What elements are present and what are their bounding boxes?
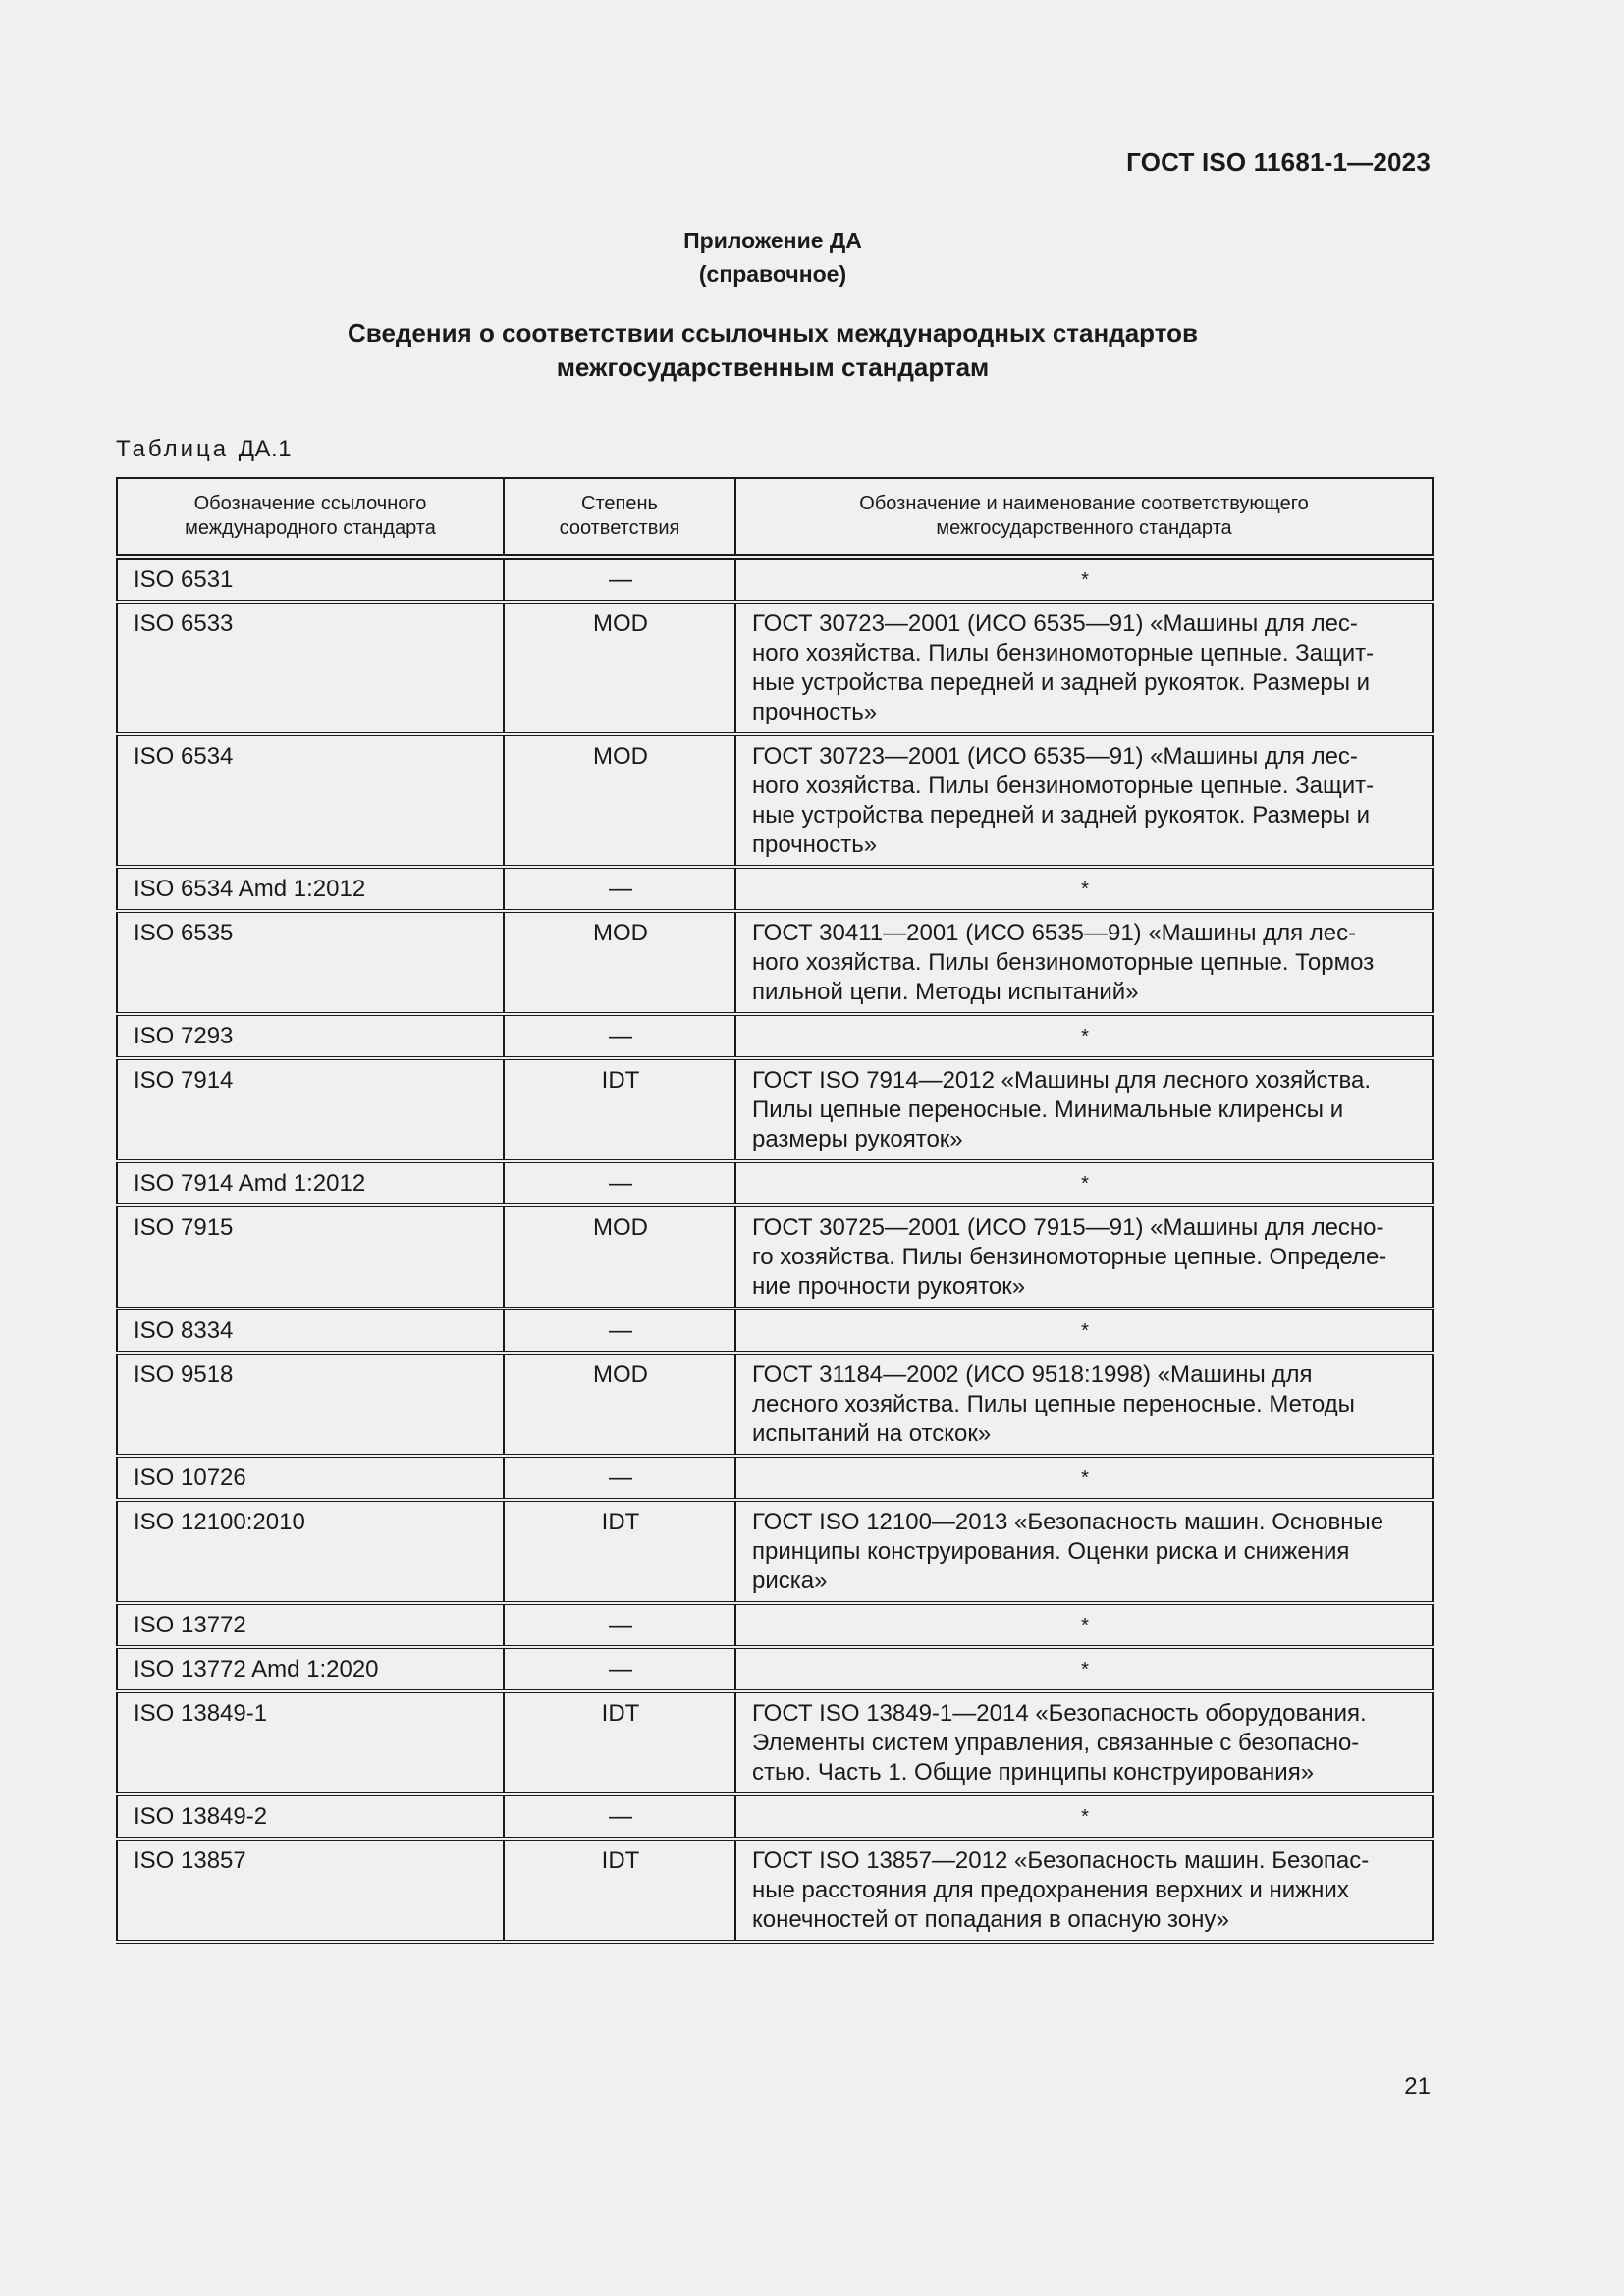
cell-degree: MOD: [504, 602, 735, 734]
cell-interstate-standard: [735, 557, 1433, 602]
cell-interstate-standard: [735, 1839, 1433, 1942]
cell-standard: ISO 6535: [117, 911, 504, 1014]
table-row: [117, 602, 1433, 734]
cell-standard: ISO 6534 Amd 1:2012: [117, 867, 504, 911]
cell-interstate-standard: [735, 1058, 1433, 1161]
cell-degree: —: [504, 1308, 735, 1353]
cell-degree: —: [504, 1161, 735, 1205]
table-row: [117, 1161, 1433, 1205]
table-row: [117, 1691, 1433, 1794]
cell-standard: ISO 8334: [117, 1308, 504, 1353]
cell-interstate-standard: [735, 1014, 1433, 1058]
cell-interstate-standard: [735, 1308, 1433, 1353]
table-row: [117, 867, 1433, 911]
cell-text-line: ного хозяйства. Пилы бензиномоторные цепные. Тормоз: [752, 949, 1375, 976]
cell-standard: ISO 13849-2: [117, 1794, 504, 1839]
cell-text-line: *: [1081, 1659, 1089, 1681]
cell-text-line: прочность»: [752, 699, 878, 725]
cell-degree: —: [504, 1456, 735, 1500]
table-row: [117, 1500, 1433, 1603]
table-caption-number: ДА.1: [238, 436, 293, 462]
cell-interstate-standard: [735, 867, 1433, 911]
cell-text-line: ГОСТ ISO 13849-1—2014 «Безопасность оборудования.: [752, 1700, 1367, 1727]
cell-text-line: ГОСТ 31184—2002 (ИСО 9518:1998) «Машины для: [752, 1362, 1313, 1388]
cell-standard: ISO 6533: [117, 602, 504, 734]
cell-text-line: испытаний на отскок»: [752, 1420, 992, 1447]
cell-interstate-standard: [735, 1353, 1433, 1456]
cell-degree: MOD: [504, 1205, 735, 1308]
cell-text-line: ные расстояния для предохранения верхних и нижних: [752, 1877, 1349, 1903]
cell-standard: ISO 13772: [117, 1603, 504, 1647]
cell-interstate-standard: [735, 1456, 1433, 1500]
cell-standard: ISO 7915: [117, 1205, 504, 1308]
table-row: [117, 1205, 1433, 1308]
cell-standard: ISO 12100:2010: [117, 1500, 504, 1603]
cell-degree: —: [504, 867, 735, 911]
cell-text-line: *: [1081, 1806, 1089, 1828]
table-row: [117, 1647, 1433, 1691]
table-row: [117, 734, 1433, 867]
table-row: [117, 1353, 1433, 1456]
cell-degree: IDT: [504, 1839, 735, 1942]
cell-text-line: *: [1081, 1615, 1089, 1636]
table-row: [117, 1794, 1433, 1839]
cell-text-line: ГОСТ 30723—2001 (ИСО 6535—91) «Машины для лес-: [752, 611, 1358, 637]
page-number: 21: [1404, 2073, 1431, 2100]
column-header-degree: Степень соответствия: [504, 478, 735, 557]
section-heading-line-2: межгосударственным стандартам: [556, 352, 990, 382]
cell-degree: MOD: [504, 1353, 735, 1456]
table-caption-label: Таблица: [116, 436, 230, 462]
cell-standard: ISO 7914 Amd 1:2012: [117, 1161, 504, 1205]
cell-standard: ISO 7293: [117, 1014, 504, 1058]
table-row: [117, 1058, 1433, 1161]
cell-standard: ISO 13849-1: [117, 1691, 504, 1794]
cell-text-line: Элементы систем управления, связанные с безопасно-: [752, 1730, 1360, 1756]
cell-text-line: ные устройства передней и задней рукояток. Размеры и: [752, 802, 1371, 828]
cell-degree: —: [504, 1603, 735, 1647]
cell-degree: MOD: [504, 911, 735, 1014]
standards-table: [116, 477, 1434, 1944]
cell-text-line: Пилы цепные переносные. Минимальные клиренсы и: [752, 1096, 1344, 1123]
cell-text-line: лесного хозяйства. Пилы цепные переносные. Методы: [752, 1391, 1355, 1417]
cell-degree: IDT: [504, 1058, 735, 1161]
cell-degree: IDT: [504, 1500, 735, 1603]
annex-title: Приложение ДА: [683, 228, 862, 253]
annex-subtitle: (справочное): [698, 261, 847, 287]
column-header-international-standard: Обозначение ссылочного международного стандарта: [117, 478, 504, 557]
cell-degree: —: [504, 1794, 735, 1839]
table-row: [117, 1839, 1433, 1942]
cell-interstate-standard: [735, 734, 1433, 867]
cell-text-line: *: [1081, 1173, 1089, 1195]
cell-degree: IDT: [504, 1691, 735, 1794]
cell-text-line: прочность»: [752, 831, 878, 858]
cell-interstate-standard: [735, 602, 1433, 734]
cell-text-line: риска»: [752, 1568, 828, 1594]
table-row: [117, 557, 1433, 602]
cell-text-line: размеры рукояток»: [752, 1126, 963, 1152]
table-row: [117, 1308, 1433, 1353]
table-body: [117, 557, 1433, 1942]
cell-interstate-standard: [735, 1603, 1433, 1647]
cell-text-line: ные устройства передней и задней рукояток. Размеры и: [752, 669, 1371, 696]
section-heading-line-1: Сведения о соответствии ссылочных международных стандартов: [348, 318, 1198, 347]
table-header-row: [117, 478, 1433, 557]
table-caption: [116, 436, 292, 463]
cell-text-line: ГОСТ 30723—2001 (ИСО 6535—91) «Машины для лес-: [752, 743, 1358, 770]
document-code: ГОСТ ISO 11681-1—2023: [1126, 147, 1431, 177]
cell-text-line: принципы конструирования. Оценки риска и снижения: [752, 1538, 1350, 1565]
cell-text-line: *: [1081, 1468, 1089, 1489]
cell-standard: ISO 7914: [117, 1058, 504, 1161]
table-row: [117, 911, 1433, 1014]
cell-degree: —: [504, 1014, 735, 1058]
cell-text-line: *: [1081, 1320, 1089, 1342]
cell-interstate-standard: [735, 1161, 1433, 1205]
table-row: [117, 1014, 1433, 1058]
table-row: [117, 1603, 1433, 1647]
cell-standard: ISO 10726: [117, 1456, 504, 1500]
cell-text-line: *: [1081, 569, 1089, 591]
cell-standard: ISO 6534: [117, 734, 504, 867]
cell-text-line: конечностей от попадания в опасную зону»: [752, 1906, 1229, 1933]
cell-degree: —: [504, 1647, 735, 1691]
cell-text-line: ного хозяйства. Пилы бензиномоторные цепные. Защит-: [752, 640, 1375, 667]
cell-degree: —: [504, 557, 735, 602]
cell-standard: ISO 9518: [117, 1353, 504, 1456]
cell-text-line: пильной цепи. Методы испытаний»: [752, 979, 1139, 1005]
cell-text-line: стью. Часть 1. Общие принципы конструирования»: [752, 1759, 1315, 1786]
section-heading: [0, 316, 1545, 385]
cell-text-line: ГОСТ ISO 12100—2013 «Безопасность машин. Основные: [752, 1509, 1384, 1535]
cell-text-line: ГОСТ ISO 7914—2012 «Машины для лесного хозяйства.: [752, 1067, 1371, 1094]
annex-heading: [0, 224, 1545, 291]
cell-text-line: *: [1081, 1026, 1089, 1047]
cell-interstate-standard: [735, 1647, 1433, 1691]
cell-interstate-standard: [735, 911, 1433, 1014]
table-row: [117, 1456, 1433, 1500]
column-header-interstate-standard: Обозначение и наименование соответствующего межгосударственного стандарта: [735, 478, 1433, 557]
cell-text-line: ние прочности рукояток»: [752, 1273, 1026, 1300]
cell-text-line: ГОСТ 30411—2001 (ИСО 6535—91) «Машины для лес-: [752, 920, 1357, 946]
cell-text-line: *: [1081, 879, 1089, 900]
cell-standard: ISO 6531: [117, 557, 504, 602]
cell-standard: ISO 13857: [117, 1839, 504, 1942]
cell-interstate-standard: [735, 1691, 1433, 1794]
cell-standard: ISO 13772 Amd 1:2020: [117, 1647, 504, 1691]
cell-interstate-standard: [735, 1500, 1433, 1603]
cell-text-line: ного хозяйства. Пилы бензиномоторные цепные. Защит-: [752, 773, 1375, 799]
cell-text-line: го хозяйства. Пилы бензиномоторные цепные. Определе-: [752, 1244, 1387, 1270]
cell-text-line: ГОСТ ISO 13857—2012 «Безопасность машин. Безопас-: [752, 1847, 1370, 1874]
cell-degree: MOD: [504, 734, 735, 867]
cell-interstate-standard: [735, 1205, 1433, 1308]
cell-interstate-standard: [735, 1794, 1433, 1839]
cell-text-line: ГОСТ 30725—2001 (ИСО 7915—91) «Машины для лесно-: [752, 1214, 1384, 1241]
